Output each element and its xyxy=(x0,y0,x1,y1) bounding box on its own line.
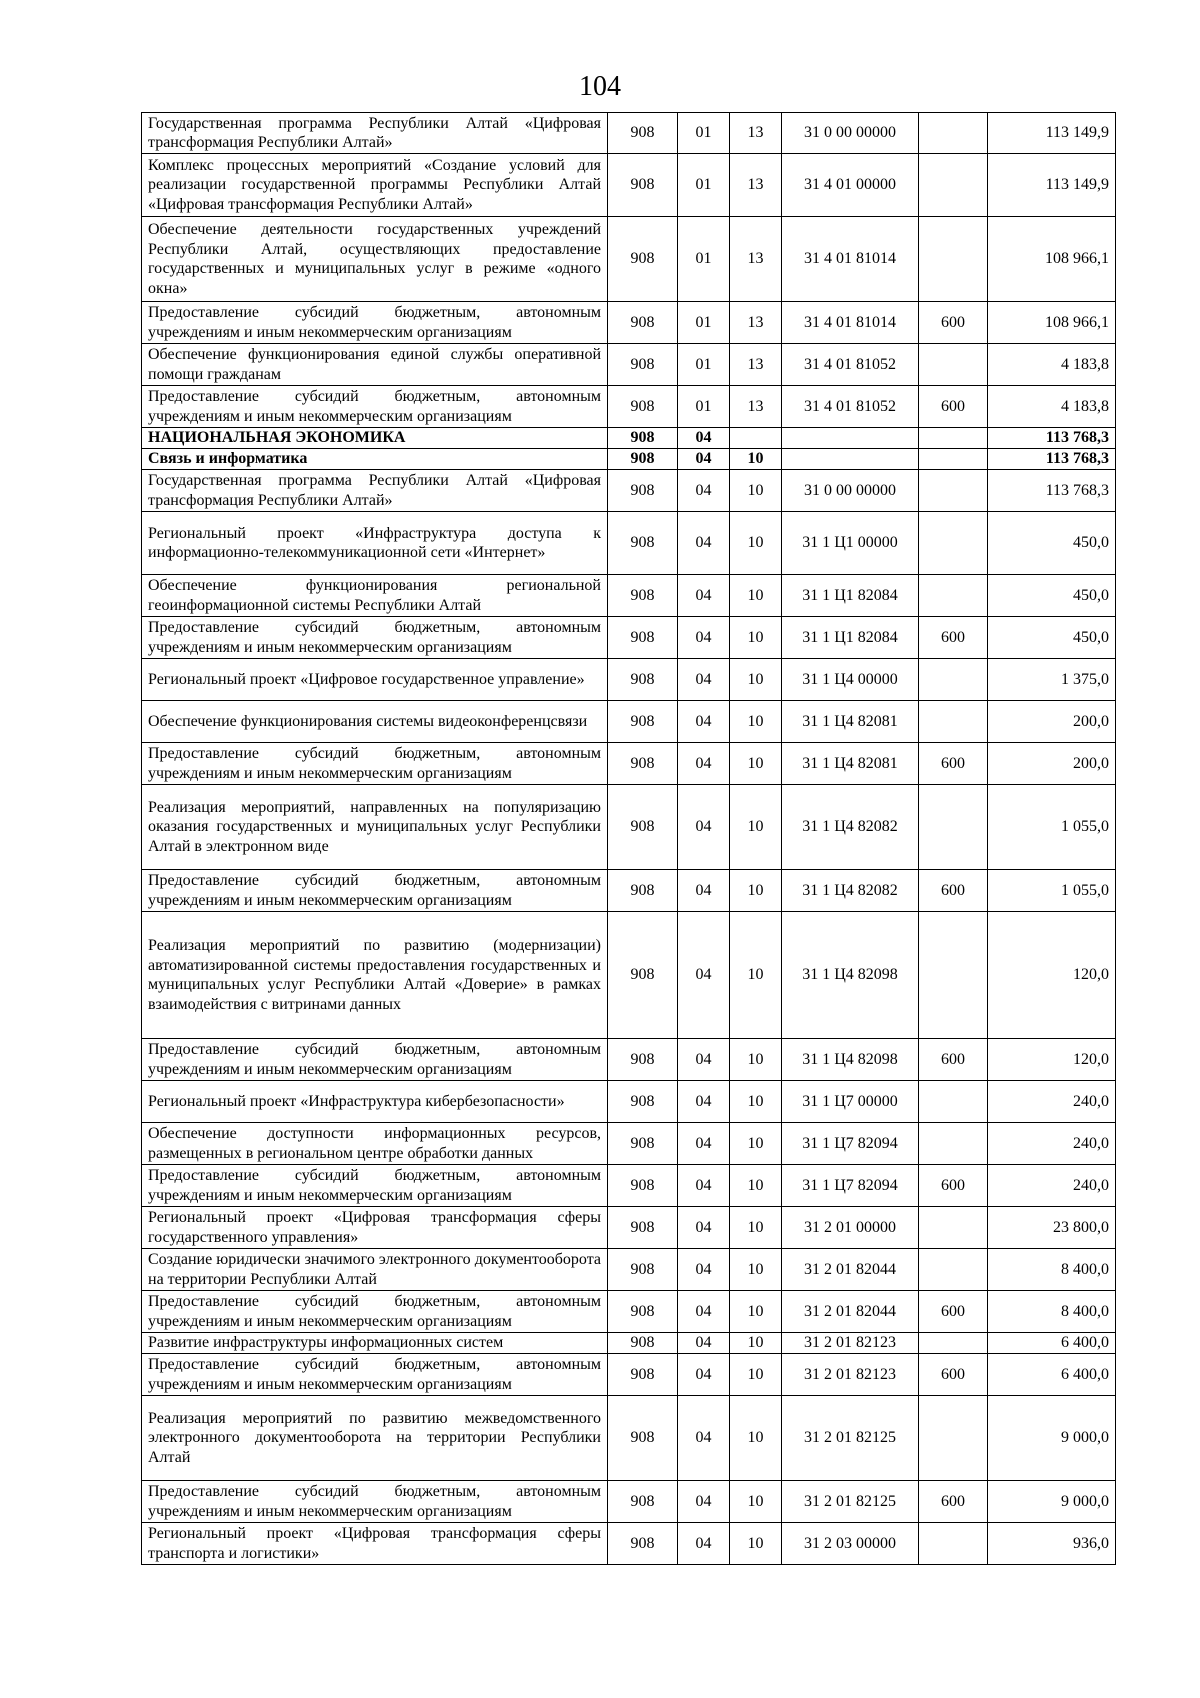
row-subsection-code: 13 xyxy=(730,386,782,428)
row-section-code: 04 xyxy=(678,1123,730,1165)
row-expense-type xyxy=(919,659,988,701)
row-expense-type xyxy=(919,344,988,386)
row-grbs-code: 908 xyxy=(608,1207,678,1249)
row-section-code: 04 xyxy=(678,1249,730,1291)
row-name: Реализация мероприятий по развитию межведомственного электронного документооборота на территории Республики Алтай xyxy=(142,1396,608,1481)
row-amount: 240,0 xyxy=(988,1123,1116,1165)
row-expense-type: 600 xyxy=(919,870,988,912)
row-target-article: 31 2 01 82123 xyxy=(782,1354,919,1396)
row-name: Развитие инфраструктуры информационных систем xyxy=(142,1333,608,1354)
row-amount: 450,0 xyxy=(988,512,1116,575)
row-amount: 120,0 xyxy=(988,1039,1116,1081)
row-grbs-code: 908 xyxy=(608,449,678,470)
row-amount: 6 400,0 xyxy=(988,1333,1116,1354)
row-amount: 113 768,3 xyxy=(988,449,1116,470)
row-target-article: 31 2 03 00000 xyxy=(782,1523,919,1565)
row-amount: 8 400,0 xyxy=(988,1291,1116,1333)
row-name: Предоставление субсидий бюджетным, автономным учреждениям и иным некоммерческим организациям xyxy=(142,1291,608,1333)
row-grbs-code: 908 xyxy=(608,1249,678,1291)
row-subsection-code: 13 xyxy=(730,302,782,344)
row-grbs-code: 908 xyxy=(608,1039,678,1081)
row-amount: 113 149,9 xyxy=(988,113,1116,154)
row-amount: 108 966,1 xyxy=(988,217,1116,302)
row-target-article: 31 1 Ц4 82098 xyxy=(782,1039,919,1081)
row-target-article: 31 4 01 81014 xyxy=(782,302,919,344)
row-expense-type xyxy=(919,1523,988,1565)
row-target-article: 31 1 Ц4 82081 xyxy=(782,743,919,785)
row-subsection-code: 10 xyxy=(730,1249,782,1291)
row-name: Обеспечение доступности информационных ресурсов, размещенных в региональном центре обработки данных xyxy=(142,1123,608,1165)
row-expense-type xyxy=(919,1249,988,1291)
row-grbs-code: 908 xyxy=(608,1123,678,1165)
row-target-article: 31 1 Ц1 82084 xyxy=(782,575,919,617)
row-subsection-code: 13 xyxy=(730,113,782,154)
row-amount: 1 055,0 xyxy=(988,870,1116,912)
row-expense-type: 600 xyxy=(919,743,988,785)
table-row xyxy=(142,785,1116,870)
row-grbs-code: 908 xyxy=(608,113,678,154)
row-grbs-code: 908 xyxy=(608,912,678,1039)
row-name: Реализация мероприятий по развитию (модернизации) автоматизированной системы предоставления государственных и муниципальных услуг Республики Алтай «Доверие» в рамках взаимодействия с витринами данных xyxy=(142,912,608,1039)
row-subsection-code: 10 xyxy=(730,785,782,870)
row-section-code: 01 xyxy=(678,154,730,217)
row-name: Предоставление субсидий бюджетным, автономным учреждениям и иным некоммерческим организациям xyxy=(142,1354,608,1396)
table-row xyxy=(142,1354,1116,1396)
row-subsection-code: 10 xyxy=(730,1165,782,1207)
table-row xyxy=(142,1165,1116,1207)
row-amount: 108 966,1 xyxy=(988,302,1116,344)
table-row xyxy=(142,1291,1116,1333)
row-amount: 113 768,3 xyxy=(988,470,1116,512)
row-expense-type xyxy=(919,1396,988,1481)
row-target-article: 31 1 Ц1 82084 xyxy=(782,617,919,659)
row-expense-type xyxy=(919,701,988,743)
budget-table xyxy=(141,112,1116,1565)
budget-table-body xyxy=(142,113,1116,1565)
row-section-code: 04 xyxy=(678,1291,730,1333)
row-section-code: 04 xyxy=(678,575,730,617)
table-row xyxy=(142,870,1116,912)
row-name: Региональный проект «Цифровая трансформация сферы государственного управления» xyxy=(142,1207,608,1249)
row-target-article: 31 1 Ц7 00000 xyxy=(782,1081,919,1123)
row-target-article: 31 1 Ц7 82094 xyxy=(782,1123,919,1165)
row-grbs-code: 908 xyxy=(608,743,678,785)
row-expense-type xyxy=(919,785,988,870)
row-expense-type xyxy=(919,1123,988,1165)
table-row xyxy=(142,1396,1116,1481)
row-expense-type xyxy=(919,1081,988,1123)
table-row xyxy=(142,470,1116,512)
row-name: Предоставление субсидий бюджетным, автономным учреждениям и иным некоммерческим организациям xyxy=(142,1165,608,1207)
row-target-article: 31 4 01 81052 xyxy=(782,344,919,386)
row-expense-type xyxy=(919,449,988,470)
row-target-article xyxy=(782,428,919,449)
row-amount: 6 400,0 xyxy=(988,1354,1116,1396)
row-subsection-code: 10 xyxy=(730,470,782,512)
row-subsection-code: 10 xyxy=(730,870,782,912)
row-grbs-code: 908 xyxy=(608,344,678,386)
row-expense-type xyxy=(919,470,988,512)
table-row xyxy=(142,701,1116,743)
row-target-article: 31 1 Ц4 00000 xyxy=(782,659,919,701)
row-target-article: 31 0 00 00000 xyxy=(782,113,919,154)
row-grbs-code: 908 xyxy=(608,785,678,870)
row-target-article: 31 1 Ц1 00000 xyxy=(782,512,919,575)
row-name: Региональный проект «Цифровая трансформация сферы транспорта и логистики» xyxy=(142,1523,608,1565)
row-name: Обеспечение функционирования системы видеоконференцсвязи xyxy=(142,701,608,743)
row-amount: 450,0 xyxy=(988,575,1116,617)
table-row xyxy=(142,386,1116,428)
row-amount: 1 055,0 xyxy=(988,785,1116,870)
row-expense-type xyxy=(919,575,988,617)
table-row xyxy=(142,512,1116,575)
row-grbs-code: 908 xyxy=(608,470,678,512)
row-target-article: 31 2 01 82123 xyxy=(782,1333,919,1354)
row-expense-type xyxy=(919,1207,988,1249)
row-subsection-code: 10 xyxy=(730,659,782,701)
row-grbs-code: 908 xyxy=(608,386,678,428)
row-amount: 113 149,9 xyxy=(988,154,1116,217)
table-row xyxy=(142,113,1116,154)
row-subsection-code xyxy=(730,428,782,449)
row-grbs-code: 908 xyxy=(608,154,678,217)
table-row xyxy=(142,1123,1116,1165)
row-section-code: 04 xyxy=(678,1165,730,1207)
table-row xyxy=(142,1249,1116,1291)
row-amount: 936,0 xyxy=(988,1523,1116,1565)
row-target-article: 31 2 01 82044 xyxy=(782,1291,919,1333)
row-section-code: 04 xyxy=(678,912,730,1039)
row-name: Государственная программа Республики Алтай «Цифровая трансформация Республики Алтай» xyxy=(142,470,608,512)
row-section-code: 04 xyxy=(678,617,730,659)
row-section-code: 01 xyxy=(678,344,730,386)
row-target-article: 31 2 01 82125 xyxy=(782,1481,919,1523)
row-amount: 4 183,8 xyxy=(988,344,1116,386)
row-grbs-code: 908 xyxy=(608,1333,678,1354)
row-name: Предоставление субсидий бюджетным, автономным учреждениям и иным некоммерческим организациям xyxy=(142,302,608,344)
table-row xyxy=(142,1207,1116,1249)
row-section-code: 04 xyxy=(678,428,730,449)
row-subsection-code: 10 xyxy=(730,701,782,743)
row-expense-type xyxy=(919,217,988,302)
row-expense-type xyxy=(919,154,988,217)
row-subsection-code: 10 xyxy=(730,1354,782,1396)
row-name: Предоставление субсидий бюджетным, автономным учреждениям и иным некоммерческим организациям xyxy=(142,386,608,428)
row-expense-type: 600 xyxy=(919,302,988,344)
row-target-article: 31 2 01 82125 xyxy=(782,1396,919,1481)
row-section-code: 04 xyxy=(678,785,730,870)
row-amount: 200,0 xyxy=(988,701,1116,743)
row-grbs-code: 908 xyxy=(608,1165,678,1207)
row-grbs-code: 908 xyxy=(608,1481,678,1523)
table-row xyxy=(142,743,1116,785)
row-section-code: 04 xyxy=(678,1523,730,1565)
table-row xyxy=(142,1081,1116,1123)
row-target-article: 31 1 Ц4 82082 xyxy=(782,870,919,912)
row-section-code: 04 xyxy=(678,1354,730,1396)
row-subsection-code: 10 xyxy=(730,575,782,617)
row-target-article: 31 4 01 81052 xyxy=(782,386,919,428)
row-section-code: 04 xyxy=(678,1081,730,1123)
row-expense-type xyxy=(919,1333,988,1354)
row-amount: 113 768,3 xyxy=(988,428,1116,449)
row-amount: 240,0 xyxy=(988,1081,1116,1123)
table-row xyxy=(142,449,1116,470)
row-name: Государственная программа Республики Алтай «Цифровая трансформация Республики Алтай» xyxy=(142,113,608,154)
row-subsection-code: 10 xyxy=(730,1123,782,1165)
table-row xyxy=(142,154,1116,217)
row-expense-type: 600 xyxy=(919,1291,988,1333)
table-row xyxy=(142,344,1116,386)
row-section-code: 04 xyxy=(678,1207,730,1249)
row-expense-type: 600 xyxy=(919,386,988,428)
row-expense-type xyxy=(919,912,988,1039)
row-expense-type xyxy=(919,428,988,449)
row-subsection-code: 10 xyxy=(730,1081,782,1123)
row-subsection-code: 13 xyxy=(730,217,782,302)
row-name: Региональный проект «Инфраструктура доступа к информационно-телекоммуникационной сети «Интернет» xyxy=(142,512,608,575)
row-section-code: 04 xyxy=(678,512,730,575)
row-section-code: 04 xyxy=(678,701,730,743)
row-target-article: 31 1 Ц4 82098 xyxy=(782,912,919,1039)
row-subsection-code: 10 xyxy=(730,1523,782,1565)
row-section-code: 01 xyxy=(678,302,730,344)
row-expense-type xyxy=(919,113,988,154)
row-expense-type: 600 xyxy=(919,1354,988,1396)
row-section-code: 04 xyxy=(678,449,730,470)
row-subsection-code: 10 xyxy=(730,1333,782,1354)
row-name: Связь и информатика xyxy=(142,449,608,470)
row-name: Комплекс процессных мероприятий «Создание условий для реализации государственной программы Республики Алтай «Цифровая трансформация Республики Алтай» xyxy=(142,154,608,217)
table-row xyxy=(142,1523,1116,1565)
row-amount: 23 800,0 xyxy=(988,1207,1116,1249)
row-subsection-code: 10 xyxy=(730,617,782,659)
row-section-code: 04 xyxy=(678,870,730,912)
table-row xyxy=(142,912,1116,1039)
table-row xyxy=(142,428,1116,449)
table-row xyxy=(142,1333,1116,1354)
row-subsection-code: 10 xyxy=(730,912,782,1039)
row-section-code: 01 xyxy=(678,113,730,154)
row-grbs-code: 908 xyxy=(608,1354,678,1396)
row-name: НАЦИОНАЛЬНАЯ ЭКОНОМИКА xyxy=(142,428,608,449)
row-amount: 1 375,0 xyxy=(988,659,1116,701)
row-section-code: 04 xyxy=(678,470,730,512)
row-amount: 120,0 xyxy=(988,912,1116,1039)
row-target-article: 31 1 Ц4 82081 xyxy=(782,701,919,743)
row-section-code: 04 xyxy=(678,1481,730,1523)
row-section-code: 04 xyxy=(678,1333,730,1354)
row-section-code: 04 xyxy=(678,659,730,701)
row-section-code: 01 xyxy=(678,217,730,302)
row-grbs-code: 908 xyxy=(608,512,678,575)
row-section-code: 04 xyxy=(678,1039,730,1081)
row-grbs-code: 908 xyxy=(608,617,678,659)
row-grbs-code: 908 xyxy=(608,575,678,617)
row-subsection-code: 13 xyxy=(730,344,782,386)
row-target-article: 31 1 Ц4 82082 xyxy=(782,785,919,870)
row-target-article: 31 1 Ц7 82094 xyxy=(782,1165,919,1207)
row-name: Региональный проект «Инфраструктура кибербезопасности» xyxy=(142,1081,608,1123)
row-amount: 4 183,8 xyxy=(988,386,1116,428)
row-grbs-code: 908 xyxy=(608,1523,678,1565)
row-grbs-code: 908 xyxy=(608,1081,678,1123)
row-amount: 8 400,0 xyxy=(988,1249,1116,1291)
row-grbs-code: 908 xyxy=(608,659,678,701)
row-name: Предоставление субсидий бюджетным, автономным учреждениям и иным некоммерческим организациям xyxy=(142,617,608,659)
table-row xyxy=(142,302,1116,344)
table-row xyxy=(142,1039,1116,1081)
table-row xyxy=(142,217,1116,302)
row-grbs-code: 908 xyxy=(608,1396,678,1481)
row-target-article: 31 4 01 00000 xyxy=(782,154,919,217)
row-name: Обеспечение функционирования региональной геоинформационной системы Республики Алтай xyxy=(142,575,608,617)
row-expense-type: 600 xyxy=(919,617,988,659)
row-amount: 240,0 xyxy=(988,1165,1116,1207)
row-name: Региональный проект «Цифровое государственное управление» xyxy=(142,659,608,701)
row-expense-type xyxy=(919,512,988,575)
row-name: Создание юридически значимого электронного документооборота на территории Республики Алтай xyxy=(142,1249,608,1291)
row-amount: 200,0 xyxy=(988,743,1116,785)
row-section-code: 04 xyxy=(678,743,730,785)
row-target-article: 31 2 01 00000 xyxy=(782,1207,919,1249)
row-expense-type: 600 xyxy=(919,1481,988,1523)
row-subsection-code: 10 xyxy=(730,1207,782,1249)
row-name: Обеспечение функционирования единой службы оперативной помощи гражданам xyxy=(142,344,608,386)
row-name: Предоставление субсидий бюджетным, автономным учреждениям и иным некоммерческим организациям xyxy=(142,743,608,785)
row-target-article: 31 4 01 81014 xyxy=(782,217,919,302)
row-subsection-code: 10 xyxy=(730,512,782,575)
row-grbs-code: 908 xyxy=(608,302,678,344)
row-amount: 450,0 xyxy=(988,617,1116,659)
row-grbs-code: 908 xyxy=(608,701,678,743)
table-row xyxy=(142,575,1116,617)
row-expense-type: 600 xyxy=(919,1039,988,1081)
table-row xyxy=(142,1481,1116,1523)
row-name: Реализация мероприятий, направленных на популяризацию оказания государственных и муниципальных услуг Республики Алтай в электронном виде xyxy=(142,785,608,870)
row-subsection-code: 10 xyxy=(730,1396,782,1481)
row-subsection-code: 10 xyxy=(730,1481,782,1523)
row-expense-type: 600 xyxy=(919,1165,988,1207)
page-number: 104 xyxy=(579,71,621,102)
row-subsection-code: 10 xyxy=(730,1039,782,1081)
row-grbs-code: 908 xyxy=(608,217,678,302)
row-section-code: 04 xyxy=(678,1396,730,1481)
row-amount: 9 000,0 xyxy=(988,1481,1116,1523)
row-subsection-code: 13 xyxy=(730,154,782,217)
row-subsection-code: 10 xyxy=(730,449,782,470)
row-grbs-code: 908 xyxy=(608,428,678,449)
row-name: Предоставление субсидий бюджетным, автономным учреждениям и иным некоммерческим организациям xyxy=(142,870,608,912)
row-amount: 9 000,0 xyxy=(988,1396,1116,1481)
row-target-article: 31 0 00 00000 xyxy=(782,470,919,512)
row-grbs-code: 908 xyxy=(608,1291,678,1333)
table-row xyxy=(142,617,1116,659)
row-subsection-code: 10 xyxy=(730,743,782,785)
row-grbs-code: 908 xyxy=(608,870,678,912)
row-target-article xyxy=(782,449,919,470)
row-name: Предоставление субсидий бюджетным, автономным учреждениям и иным некоммерческим организациям xyxy=(142,1039,608,1081)
row-subsection-code: 10 xyxy=(730,1291,782,1333)
row-name: Предоставление субсидий бюджетным, автономным учреждениям и иным некоммерческим организациям xyxy=(142,1481,608,1523)
row-target-article: 31 2 01 82044 xyxy=(782,1249,919,1291)
table-row xyxy=(142,659,1116,701)
row-name: Обеспечение деятельности государственных учреждений Республики Алтай, осуществляющих предоставление государственных и муниципальных услуг в режиме «одного окна» xyxy=(142,217,608,302)
row-section-code: 01 xyxy=(678,386,730,428)
